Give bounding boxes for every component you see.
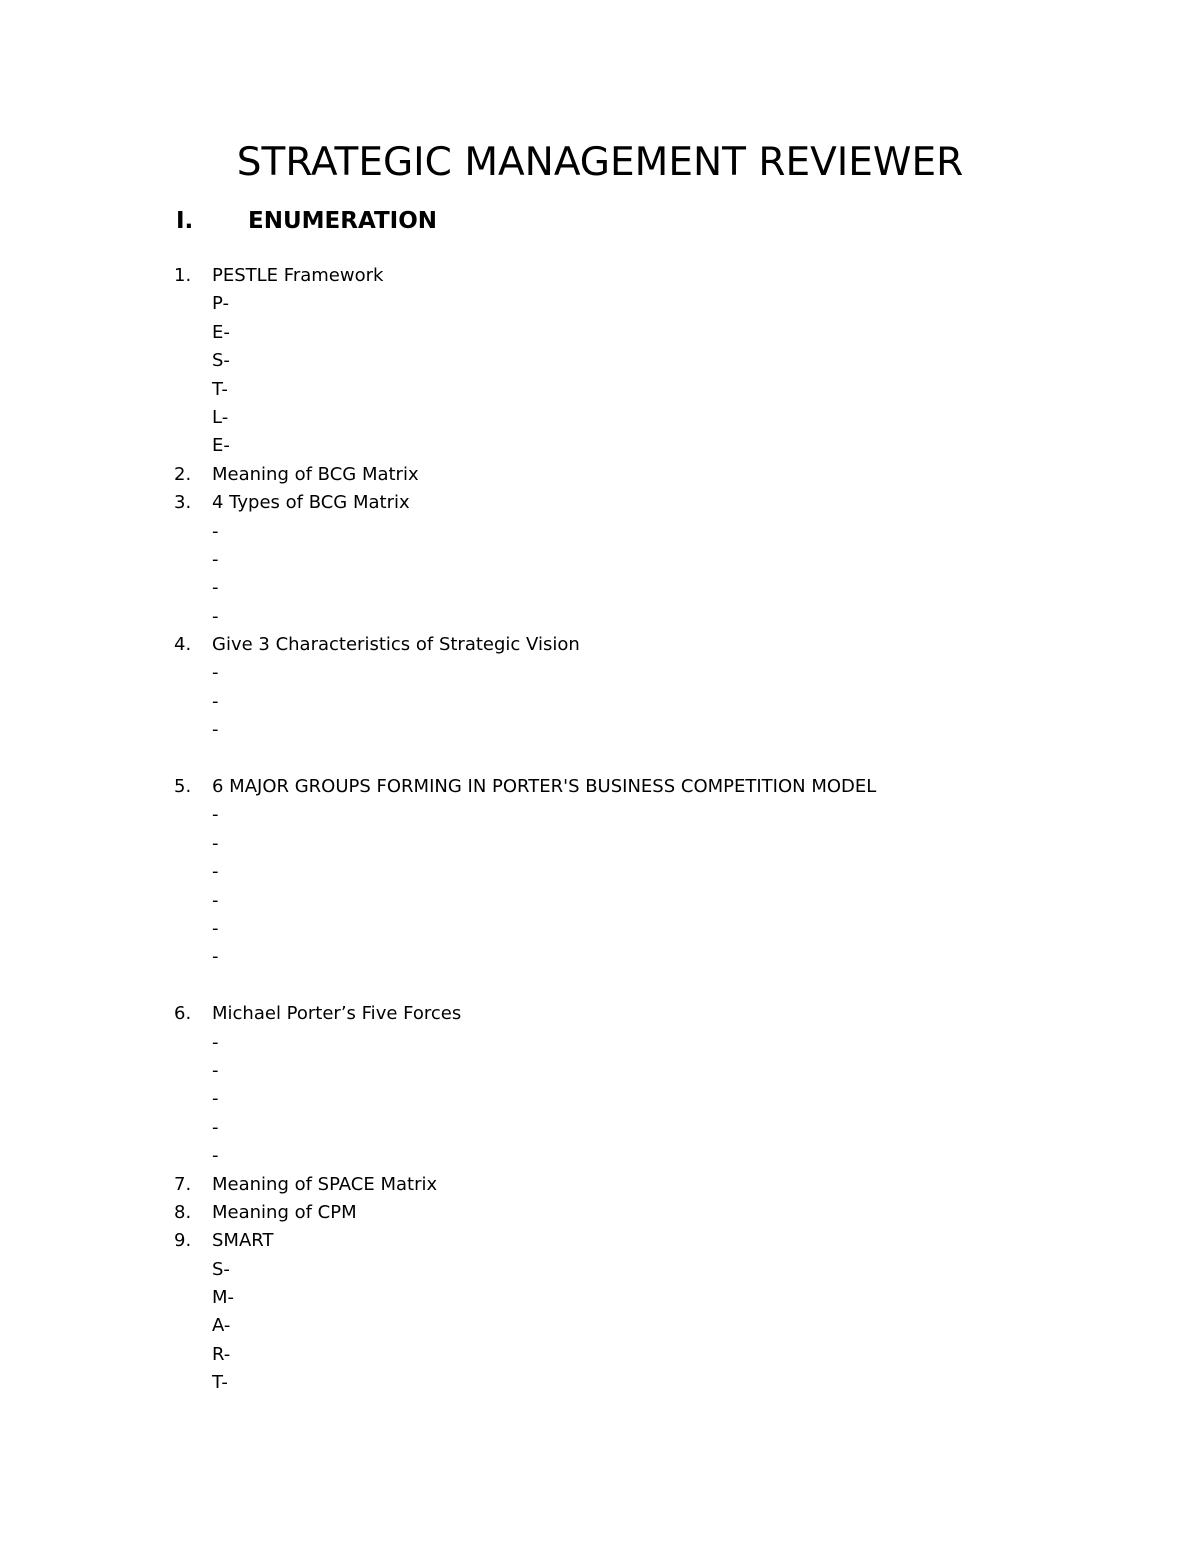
list-subitem-text: S-	[212, 1258, 230, 1280]
list-subitem-text: -	[212, 889, 219, 911]
list-subitem	[0, 1341, 1200, 1369]
list-item-text: Meaning of CPM	[212, 1201, 357, 1223]
list-item-number: 3.	[174, 492, 192, 514]
list-subitem-text: -	[212, 1088, 219, 1110]
list-subitem-text: -	[212, 1059, 219, 1081]
list-subitem-text: -	[212, 548, 219, 570]
list-item-number: 9.	[174, 1230, 192, 1252]
enumeration-list	[0, 262, 1200, 1398]
list-item	[0, 773, 1200, 801]
list-item	[0, 1199, 1200, 1227]
list-subitem-text: -	[212, 577, 219, 599]
list-subitem	[0, 347, 1200, 375]
list-item	[0, 1000, 1200, 1028]
section-numeral: I.	[176, 208, 194, 234]
list-item-text: Michael Porter’s Five Forces	[212, 1003, 462, 1025]
list-subitem	[0, 518, 1200, 546]
list-subitem	[0, 376, 1200, 404]
list-subitem	[0, 1369, 1200, 1397]
list-subitem	[0, 716, 1200, 744]
page-title: STRATEGIC MANAGEMENT REVIEWER	[236, 140, 964, 185]
list-subitem-text: R-	[212, 1343, 231, 1365]
list-subitem	[0, 290, 1200, 318]
list-item-number: 5.	[174, 776, 192, 798]
list-subitem	[0, 1284, 1200, 1312]
list-item-text: Meaning of BCG Matrix	[212, 463, 419, 485]
list-subitem	[0, 688, 1200, 716]
list-subitem-text: -	[212, 605, 219, 627]
list-subitem-text: P-	[212, 293, 229, 315]
list-subitem-text: S-	[212, 350, 230, 372]
list-item-text: 6 MAJOR GROUPS FORMING IN PORTER'S BUSINESS COMPETITION MODEL	[212, 776, 877, 798]
section-title: ENUMERATION	[248, 208, 438, 234]
list-subitem	[0, 319, 1200, 347]
list-subitem-text: -	[212, 832, 219, 854]
list-item	[0, 631, 1200, 659]
list-item-text: SMART	[212, 1230, 274, 1252]
list-item-text: PESTLE Framework	[212, 265, 384, 286]
list-subitem	[0, 943, 1200, 971]
list-item	[0, 489, 1200, 517]
list-subitem	[0, 574, 1200, 602]
list-item-number: 1.	[174, 265, 192, 286]
list-subitem-text: M-	[212, 1287, 235, 1309]
list-subitem-text: -	[212, 861, 219, 883]
list-subitem-text: T-	[212, 378, 228, 400]
list-subitem-text: -	[212, 1116, 219, 1138]
list-subitem-text: -	[212, 1031, 219, 1053]
list-subitem	[0, 1057, 1200, 1085]
list-subitem-text: -	[212, 917, 219, 939]
list-subitem-text: -	[212, 1145, 219, 1167]
list-item-number: 6.	[174, 1003, 192, 1025]
list-subitem-text: A-	[212, 1315, 231, 1337]
list-subitem-text: -	[212, 946, 219, 968]
list-subitem	[0, 915, 1200, 943]
list-item-text: 4 Types of BCG Matrix	[212, 492, 410, 514]
list-subitem	[0, 546, 1200, 574]
list-subitem	[0, 830, 1200, 858]
list-item	[0, 262, 1200, 290]
list-subitem	[0, 1142, 1200, 1170]
list-subitem	[0, 404, 1200, 432]
list-subitem	[0, 858, 1200, 886]
list-subitem-text: E-	[212, 321, 230, 343]
list-item-number: 4.	[174, 634, 192, 656]
list-subitem-text: -	[212, 690, 219, 712]
list-subitem	[0, 432, 1200, 460]
list-subitem-text: -	[212, 804, 219, 826]
list-subitem	[0, 603, 1200, 631]
list-item	[0, 1227, 1200, 1255]
list-subitem-text: -	[212, 719, 219, 741]
list-subitem	[0, 1029, 1200, 1057]
list-item	[0, 1171, 1200, 1199]
list-subitem-text: -	[212, 662, 219, 684]
blank-line	[0, 745, 1200, 773]
list-item-text: Meaning of SPACE Matrix	[212, 1173, 438, 1195]
list-subitem	[0, 1085, 1200, 1113]
list-subitem-text: T-	[212, 1372, 228, 1394]
list-subitem	[0, 659, 1200, 687]
list-subitem-text: E-	[212, 435, 230, 457]
list-subitem	[0, 887, 1200, 915]
list-item-number: 8.	[174, 1201, 192, 1223]
list-subitem	[0, 1256, 1200, 1284]
list-item-number: 2.	[174, 463, 192, 485]
list-item-text: Give 3 Characteristics of Strategic Vision	[212, 634, 580, 656]
list-subitem	[0, 801, 1200, 829]
list-subitem-text: -	[212, 520, 219, 542]
list-subitem-text: L-	[212, 406, 229, 428]
blank-line	[0, 972, 1200, 1000]
list-item-number: 7.	[174, 1173, 192, 1195]
list-item	[0, 461, 1200, 489]
section-heading	[176, 204, 437, 238]
list-subitem	[0, 1312, 1200, 1340]
list-subitem	[0, 1114, 1200, 1142]
